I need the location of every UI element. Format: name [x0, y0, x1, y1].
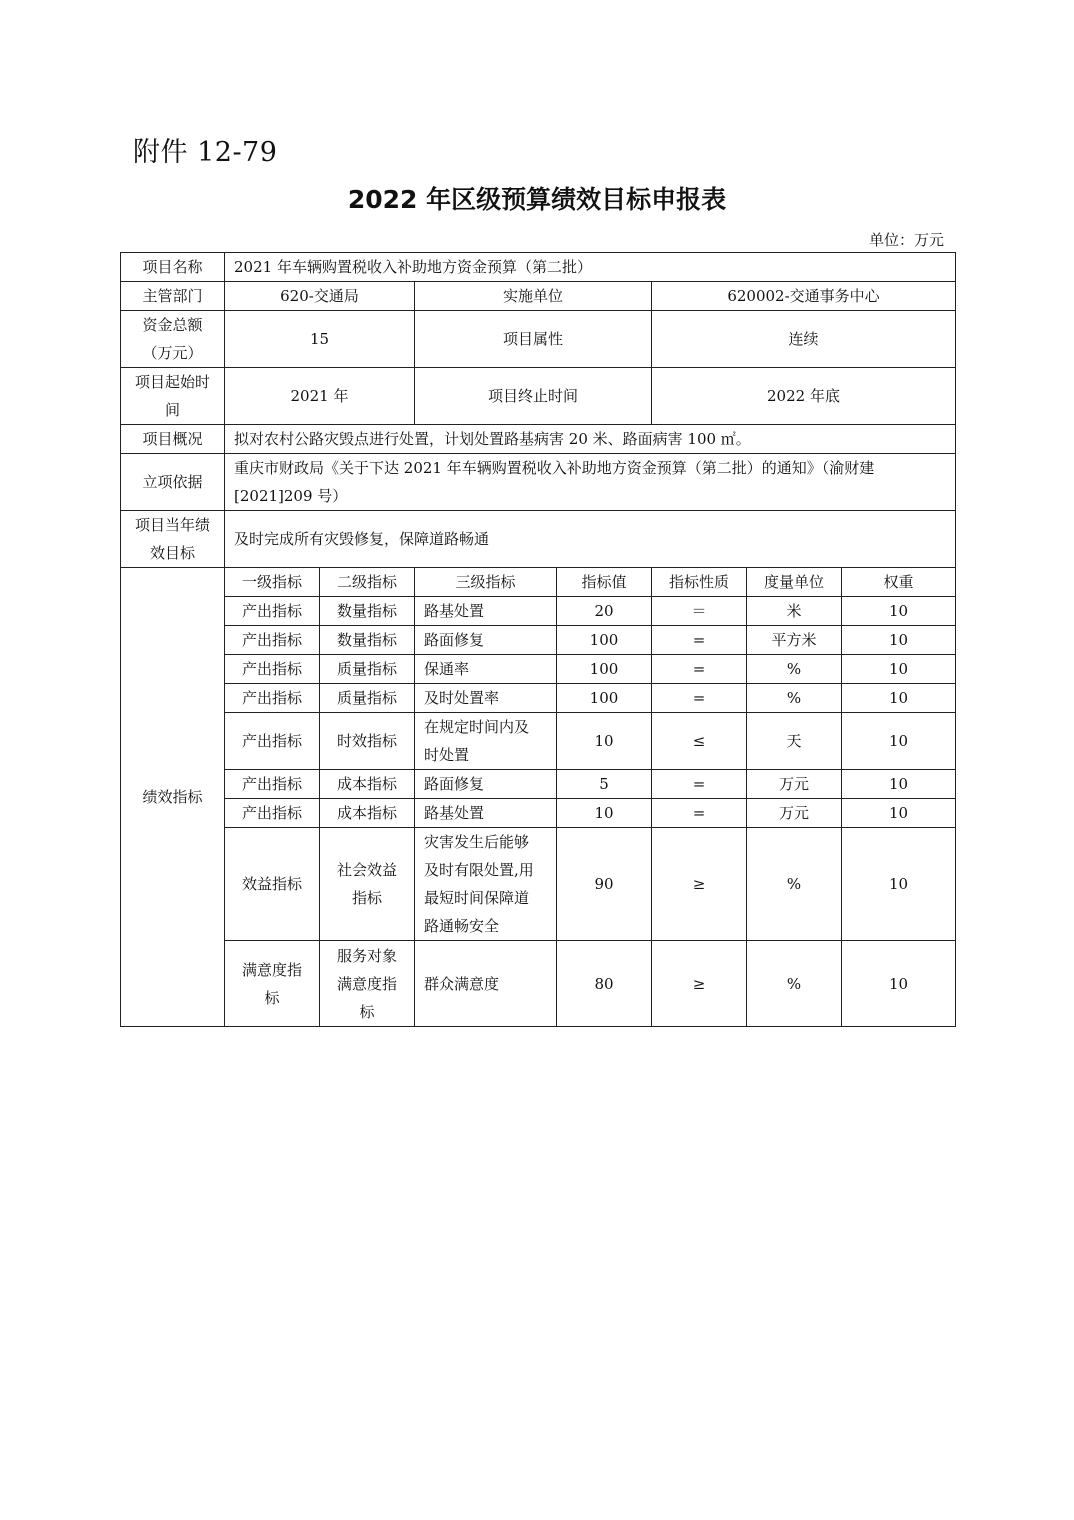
indicator-value: 20: [557, 597, 652, 626]
level3-indicator: [415, 626, 557, 655]
overview-value: 拟对农村公路灾毁点进行处置，计划处置路基病害 20 米、路面病害 100 ㎡。: [225, 425, 956, 454]
level3-indicator-line: 时处置: [424, 746, 470, 764]
level2-indicator: [320, 597, 415, 626]
start-label-line2: 间: [164, 401, 180, 419]
level3-indicator-line: 及时有限处置,用: [424, 861, 534, 879]
indicator-nature: =: [652, 770, 747, 799]
header-level1: 一级指标: [225, 568, 320, 597]
fund-value: 15: [225, 311, 415, 368]
indicator-row: [121, 597, 956, 626]
end-label: 项目终止时间: [415, 368, 652, 425]
row-project-name: [121, 253, 956, 282]
level2-indicator: [320, 828, 415, 941]
indicator-nature: =: [652, 626, 747, 655]
indicator-row: [121, 713, 956, 770]
header-weight: 权重: [842, 568, 956, 597]
indicator-nature: =: [652, 655, 747, 684]
project-name-label: 项目名称: [121, 253, 225, 282]
overview-label: 项目概况: [121, 425, 225, 454]
indicator-section-label: 绩效指标: [121, 568, 225, 1027]
indicator-row: [121, 770, 956, 799]
header-level2: 二级指标: [320, 568, 415, 597]
basis-value: [225, 454, 956, 511]
level2-indicator-line: 社会效益: [336, 861, 397, 879]
indicator-weight: 10: [842, 799, 956, 828]
end-value: 2022 年底: [652, 368, 956, 425]
level3-indicator: [415, 828, 557, 941]
indicator-value: 10: [557, 799, 652, 828]
attr-value: 连续: [652, 311, 956, 368]
level2-indicator-line: 标: [359, 1002, 375, 1021]
level1-indicator: [225, 770, 320, 799]
row-fund: [121, 311, 956, 368]
indicator-value: 100: [557, 626, 652, 655]
indicator-unit: %: [747, 941, 842, 1027]
indicator-row: [121, 626, 956, 655]
header-value: 指标值: [557, 568, 652, 597]
level2-indicator-line: 满意度指: [336, 974, 397, 993]
goal-label-line2: 效目标: [149, 544, 195, 562]
indicator-weight: 10: [842, 713, 956, 770]
indicator-value: 100: [557, 684, 652, 713]
indicator-value: 80: [557, 941, 652, 1027]
level3-indicator: [415, 684, 557, 713]
row-overview: [121, 425, 956, 454]
goal-label-line1: 项目当年绩: [134, 516, 210, 534]
header-unit: 度量单位: [747, 568, 842, 597]
level3-indicator-line: 最短时间保障道: [424, 889, 530, 907]
level2-indicator-line: 成本指标: [336, 804, 397, 822]
fund-label-line1: 资金总额: [142, 316, 203, 334]
level3-indicator-line: 保通率: [424, 660, 470, 678]
level1-indicator-line: 效益指标: [241, 875, 302, 893]
level3-indicator: [415, 713, 557, 770]
indicator-nature: ≥: [652, 828, 747, 941]
level2-indicator: [320, 770, 415, 799]
level2-indicator: [320, 684, 415, 713]
indicator-row: [121, 655, 956, 684]
goal-value: 及时完成所有灾毁修复，保障道路畅通: [225, 511, 956, 568]
level2-indicator-line: 服务对象: [336, 946, 397, 965]
level3-indicator-line: 灾害发生后能够: [424, 833, 530, 851]
level1-indicator-line: 标: [264, 988, 280, 1007]
indicator-row: [121, 684, 956, 713]
header-level3: 三级指标: [415, 568, 557, 597]
level3-indicator-line: 及时处置率: [424, 689, 500, 707]
level2-indicator-line: 数量指标: [336, 631, 397, 649]
indicator-weight: 10: [842, 597, 956, 626]
indicator-weight: 10: [842, 626, 956, 655]
level2-indicator: [320, 713, 415, 770]
indicator-unit: 万元: [747, 770, 842, 799]
level3-indicator-line: 群众满意度: [424, 974, 500, 993]
level3-indicator: [415, 655, 557, 684]
indicator-value: 5: [557, 770, 652, 799]
level1-indicator: [225, 655, 320, 684]
project-name-value: 2021 年车辆购置税收入补助地方资金预算（第二批）: [225, 253, 956, 282]
level2-indicator: [320, 655, 415, 684]
start-value: 2021 年: [225, 368, 415, 425]
indicator-weight: 10: [842, 828, 956, 941]
level3-indicator-line: 路通畅安全: [424, 917, 500, 935]
indicator-nature: ＝: [652, 597, 747, 626]
level1-indicator-line: 产出指标: [241, 804, 302, 822]
indicator-nature: =: [652, 799, 747, 828]
level1-indicator: [225, 799, 320, 828]
basis-line2: [2021]209 号）: [234, 487, 348, 505]
row-department: [121, 282, 956, 311]
level1-indicator-line: 产出指标: [241, 732, 302, 750]
indicator-unit: %: [747, 828, 842, 941]
indicator-unit: %: [747, 684, 842, 713]
indicator-weight: 10: [842, 655, 956, 684]
fund-label: [121, 311, 225, 368]
basis-line1: 重庆市财政局《关于下达 2021 年车辆购置税收入补助地方资金预算（第二批）的通知》（渝财建: [234, 459, 875, 477]
impl-value: 620002-交通事务中心: [652, 282, 956, 311]
level3-indicator-line: 路面修复: [424, 631, 485, 649]
goal-label: [121, 511, 225, 568]
level3-indicator-line: 路基处置: [424, 602, 485, 620]
row-period: [121, 368, 956, 425]
unit-note: 单位：万元: [868, 231, 944, 249]
indicator-unit: 天: [747, 713, 842, 770]
performance-target-table: [120, 252, 956, 1027]
basis-label: 立项依据: [121, 454, 225, 511]
level2-indicator: [320, 799, 415, 828]
level1-indicator: [225, 684, 320, 713]
indicator-value: 90: [557, 828, 652, 941]
level3-indicator-line: 路面修复: [424, 775, 485, 793]
impl-label: 实施单位: [415, 282, 652, 311]
indicator-row: [121, 941, 956, 1027]
level3-indicator: [415, 799, 557, 828]
level2-indicator-line: 时效指标: [336, 732, 397, 750]
level2-indicator-line: 指标: [351, 889, 382, 907]
level1-indicator: [225, 597, 320, 626]
header-nature: 指标性质: [652, 568, 747, 597]
level1-indicator-line: 产出指标: [241, 602, 302, 620]
level1-indicator: [225, 941, 320, 1027]
row-goal: [121, 511, 956, 568]
level1-indicator: [225, 713, 320, 770]
dept-value: 620-交通局: [225, 282, 415, 311]
attr-label: 项目属性: [415, 311, 652, 368]
start-label-line1: 项目起始时: [134, 373, 210, 391]
indicator-unit: %: [747, 655, 842, 684]
row-basis: [121, 454, 956, 511]
indicator-weight: 10: [842, 770, 956, 799]
level2-indicator-line: 质量指标: [336, 660, 397, 678]
level2-indicator: [320, 941, 415, 1027]
level2-indicator: [320, 626, 415, 655]
level1-indicator-line: 产出指标: [241, 631, 302, 649]
dept-label: 主管部门: [121, 282, 225, 311]
level1-indicator-line: 满意度指: [241, 960, 302, 979]
level2-indicator-line: 成本指标: [336, 775, 397, 793]
indicator-weight: 10: [842, 941, 956, 1027]
level1-indicator: [225, 828, 320, 941]
level3-indicator: [415, 941, 557, 1027]
level1-indicator-line: 产出指标: [241, 775, 302, 793]
indicator-nature: =: [652, 684, 747, 713]
indicator-unit: 米: [747, 597, 842, 626]
start-label: [121, 368, 225, 425]
attachment-number: 附件 12-79: [133, 137, 278, 168]
level1-indicator-line: 产出指标: [241, 660, 302, 678]
indicator-unit: 万元: [747, 799, 842, 828]
indicator-unit: 平方米: [747, 626, 842, 655]
level3-indicator: [415, 770, 557, 799]
indicator-row: [121, 799, 956, 828]
level2-indicator-line: 数量指标: [336, 602, 397, 620]
level1-indicator: [225, 626, 320, 655]
level3-indicator-line: 在规定时间内及: [424, 718, 530, 736]
indicator-value: 100: [557, 655, 652, 684]
level1-indicator-line: 产出指标: [241, 689, 302, 707]
indicator-nature: ≤: [652, 713, 747, 770]
indicator-value: 10: [557, 713, 652, 770]
level3-indicator: [415, 597, 557, 626]
indicator-row: [121, 828, 956, 941]
level2-indicator-line: 质量指标: [336, 689, 397, 707]
indicator-header-row: [121, 568, 956, 597]
fund-label-line2: （万元）: [142, 344, 203, 362]
level3-indicator-line: 路基处置: [424, 804, 485, 822]
indicator-weight: 10: [842, 684, 956, 713]
page-title: 2022 年区级预算绩效目标申报表: [347, 185, 727, 214]
indicator-nature: ≥: [652, 941, 747, 1027]
